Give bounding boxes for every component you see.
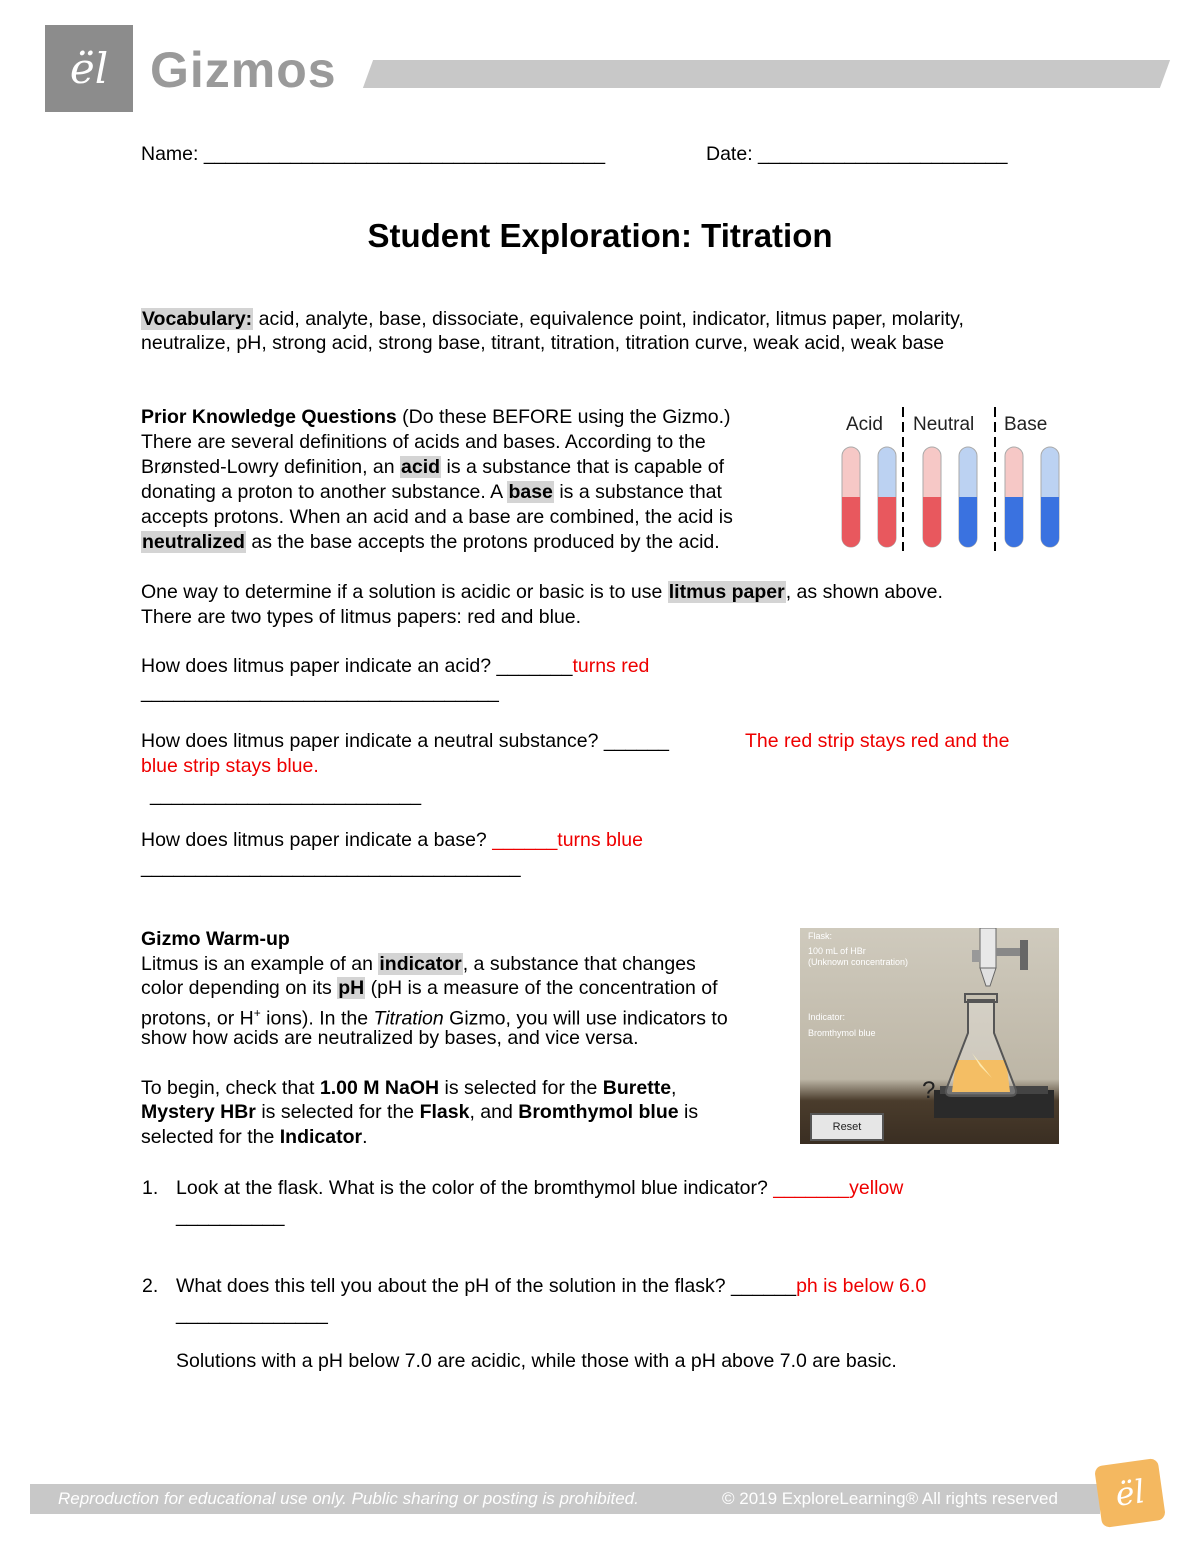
text-run: One way to determine if a solution is acidic or basic is to use [141, 581, 663, 603]
litmus-label-base: Base [1004, 414, 1048, 435]
gizmo-flask-contents: 100 mL of HBr [808, 946, 866, 956]
text-run: is selected for the [261, 1101, 415, 1123]
date-field[interactable] [706, 142, 1007, 167]
name-field[interactable] [141, 142, 605, 167]
pk-paragraph-line: There are several definitions of acids and bases. According to the [141, 431, 706, 453]
litmus-strip [923, 497, 941, 547]
litmus-label-neutral: Neutral [913, 414, 975, 435]
vocabulary-label: Vocabulary: [142, 308, 253, 330]
setting-titrant: 1.00 M NaOH [319, 1077, 440, 1099]
text-run: is [684, 1101, 699, 1123]
date-blank: _______________________ [758, 143, 1008, 165]
text-run: color depending on its [141, 977, 332, 999]
brand-title: Gizmos [150, 42, 337, 98]
page-title: Student Exploration: Titration [367, 217, 833, 254]
text-run: Brønsted-Lowry definition, an [141, 456, 395, 478]
text-run: , [671, 1077, 677, 1099]
answer-neutral-line-2[interactable]: blue strip stays blue. [141, 755, 319, 777]
warmup-line [141, 976, 718, 1001]
question-base [141, 828, 643, 853]
litmus-strip [842, 497, 860, 547]
gizmo-reset-button[interactable]: Reset [810, 1113, 884, 1141]
pk-paragraph-line: accepts protons. When an acid and a base are combined, the acid is [141, 506, 733, 528]
name-blank: _____________________________________ [203, 143, 606, 165]
litmus-label-acid: Acid [846, 414, 883, 435]
text-run: selected for the [141, 1126, 275, 1148]
vocabulary-terms-1: acid, analyte, base, dissociate, equivalence point, indicator, litmus paper, molarity, [258, 308, 964, 330]
footer-notice: Reproduction for educational use only. Public sharing or posting is prohibited. [58, 1489, 639, 1508]
text-run: (pH is a measure of the concentration of [370, 977, 718, 999]
footer-copyright: © 2019 ExploreLearning® All rights reserved [722, 1489, 1058, 1508]
text-run: Litmus is an example of an [141, 953, 373, 975]
answer-blank[interactable]: _________________________ [150, 784, 422, 806]
question-neutral [141, 729, 669, 754]
text-run: as the base accepts the protons produced by the acid. [251, 531, 720, 553]
pk-paragraph-line [141, 455, 724, 480]
text-run: , a substance that changes [462, 953, 696, 975]
question-2 [176, 1274, 926, 1299]
term-neutralized: neutralized [142, 531, 245, 553]
text-run: protons, or H [141, 1007, 254, 1030]
term-ph: pH [338, 977, 365, 999]
text-run: , as shown above. [785, 581, 943, 603]
answer-blank[interactable]: __________ [176, 1205, 285, 1227]
litmus-strip [959, 497, 977, 547]
prior-knowledge-heading: Prior Knowledge Questions [141, 406, 397, 428]
text-run: ions). In the [266, 1007, 369, 1030]
term-indicator: indicator [379, 953, 462, 975]
answer-blank[interactable]: _________________________________ [141, 681, 499, 703]
litmus-strip [1041, 497, 1059, 547]
pk-paragraph-line [141, 480, 722, 505]
answer-2[interactable]: ph is below 6.0 [796, 1275, 927, 1297]
setting-indicator-value: Bromthymol blue [518, 1101, 679, 1123]
question-2-number: 2. [142, 1275, 159, 1297]
date-label: Date: [706, 143, 753, 165]
gizmo-indicator-value: Bromthymol blue [808, 1028, 876, 1038]
vocabulary-line-2: neutralize, pH, strong acid, strong base, titrant, titration, titration curve, weak acid, weak base [141, 332, 945, 354]
answer-1[interactable]: _______yellow [773, 1177, 904, 1199]
question-text: How does litmus paper indicate a neutral substance? ______ [141, 730, 669, 752]
answer-acid[interactable]: turns red [572, 655, 650, 677]
prior-knowledge-heading-line [141, 405, 731, 430]
explorelearning-logo: ël [69, 44, 109, 93]
answer-blank[interactable]: ______________ [176, 1303, 328, 1325]
question-text: What does this tell you about the pH of the solution in the flask? ______ [176, 1275, 797, 1297]
text-run: Gizmo, you will use indicators to [449, 1007, 728, 1030]
text-run: . [362, 1126, 368, 1148]
warmup-heading: Gizmo Warm-up [141, 928, 290, 950]
setting-indicator: Indicator [279, 1126, 363, 1148]
term-acid: acid [401, 456, 441, 478]
answer-neutral-line-1[interactable]: The red strip stays red and the [745, 730, 1010, 752]
svg-text:?: ? [922, 1077, 936, 1104]
text-run: is a substance that [559, 481, 722, 503]
warmup-line: show how acids are neutralized by bases, and vice versa. [141, 1027, 639, 1049]
ph-note: Solutions with a pH below 7.0 are acidic, while those with a pH above 7.0 are basic. [176, 1350, 897, 1372]
gizmo-flask-label: Flask: [808, 931, 833, 941]
setting-analyte: Mystery HBr [141, 1101, 256, 1123]
question-text: How does litmus paper indicate a base? [141, 829, 487, 851]
footer-logo: ël [1094, 1458, 1166, 1528]
litmus-strip [1005, 497, 1023, 547]
pk-paragraph-line [141, 530, 720, 555]
gizmo-indicator-label: Indicator: [808, 1012, 846, 1022]
text-run: is selected for the [444, 1077, 598, 1099]
text-run: is a substance that is capable of [446, 456, 725, 478]
warmup-setup-line [141, 1100, 698, 1125]
question-text: How does litmus paper indicate an acid? _______ [141, 655, 573, 677]
warmup-line [141, 952, 696, 977]
warmup-setup-line [141, 1076, 676, 1101]
warmup-setup-line [141, 1125, 368, 1150]
question-acid [141, 654, 649, 679]
text-run: , and [469, 1101, 513, 1123]
setting-flask: Flask [419, 1101, 470, 1123]
superscript-plus: + [253, 1006, 261, 1020]
vocabulary-line-1 [141, 307, 964, 332]
question-1 [176, 1176, 903, 1201]
prior-knowledge-note: (Do these BEFORE using the Gizmo.) [402, 406, 731, 428]
gizmo-name-italic: Titration [373, 1007, 444, 1030]
litmus-paragraph-line: There are two types of litmus papers: red and blue. [141, 606, 582, 628]
term-base: base [508, 481, 553, 503]
gizmo-flask-concentration: (Unknown concentration) [808, 957, 909, 967]
name-label: Name: [141, 143, 199, 165]
text-run: To begin, check that [141, 1077, 315, 1099]
text-run: donating a proton to another substance. A [141, 481, 503, 503]
setting-burette: Burette [602, 1077, 672, 1099]
header-bar [363, 60, 1170, 88]
litmus-paragraph-line [141, 580, 943, 605]
question-1-number: 1. [142, 1177, 159, 1199]
term-litmus-paper: litmus paper [668, 581, 785, 603]
litmus-strip [878, 497, 896, 547]
answer-blank[interactable]: ___________________________________ [141, 856, 521, 878]
answer-base[interactable]: ______turns blue [492, 829, 643, 851]
question-text: Look at the flask. What is the color of the bromthymol blue indicator? [176, 1177, 768, 1199]
